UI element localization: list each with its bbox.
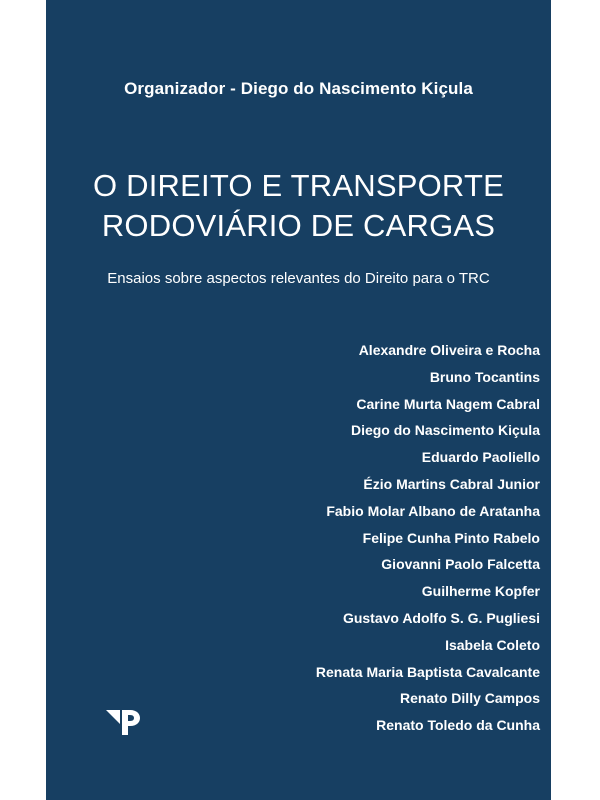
author-name: Eduardo Paoliello — [421, 449, 540, 466]
author-name: Felipe Cunha Pinto Rabelo — [362, 529, 540, 546]
book-subtitle: Ensaios sobre aspectos relevantes do Direito para o TRC — [107, 270, 490, 287]
author-name: Ézio Martins Cabral Junior — [363, 475, 540, 492]
publisher-logo-icon — [106, 706, 142, 736]
author-name: Gustavo Adolfo S. G. Pugliesi — [342, 609, 540, 626]
author-name: Renata Maria Baptista Cavalcante — [315, 663, 540, 680]
book-cover — [46, 0, 551, 800]
author-name: Diego do Nascimento Kiçula — [350, 422, 540, 439]
organizer-line: Organizador - Diego do Nascimento Kiçula — [124, 79, 473, 98]
author-name: Alexandre Oliveira e Rocha — [358, 342, 540, 358]
author-name: Renato Dilly Campos — [399, 690, 540, 707]
title-line-1: O DIREITO E TRANSPORTE — [93, 168, 504, 203]
author-name: Guilherme Kopfer — [421, 583, 540, 600]
author-name: Giovanni Paolo Falcetta — [381, 556, 540, 573]
author-name: Fabio Molar Albano de Aratanha — [326, 502, 540, 519]
author-list — [316, 337, 540, 739]
author-name: Renato Toledo da Cunha — [376, 717, 540, 734]
author-name: Carine Murta Nagem Cabral — [356, 395, 540, 412]
book-title — [46, 166, 551, 246]
author-name: Isabela Coleto — [445, 636, 540, 653]
title-line-2: RODOVIÁRIO DE CARGAS — [101, 208, 496, 243]
author-name: Bruno Tocantins — [429, 368, 540, 385]
